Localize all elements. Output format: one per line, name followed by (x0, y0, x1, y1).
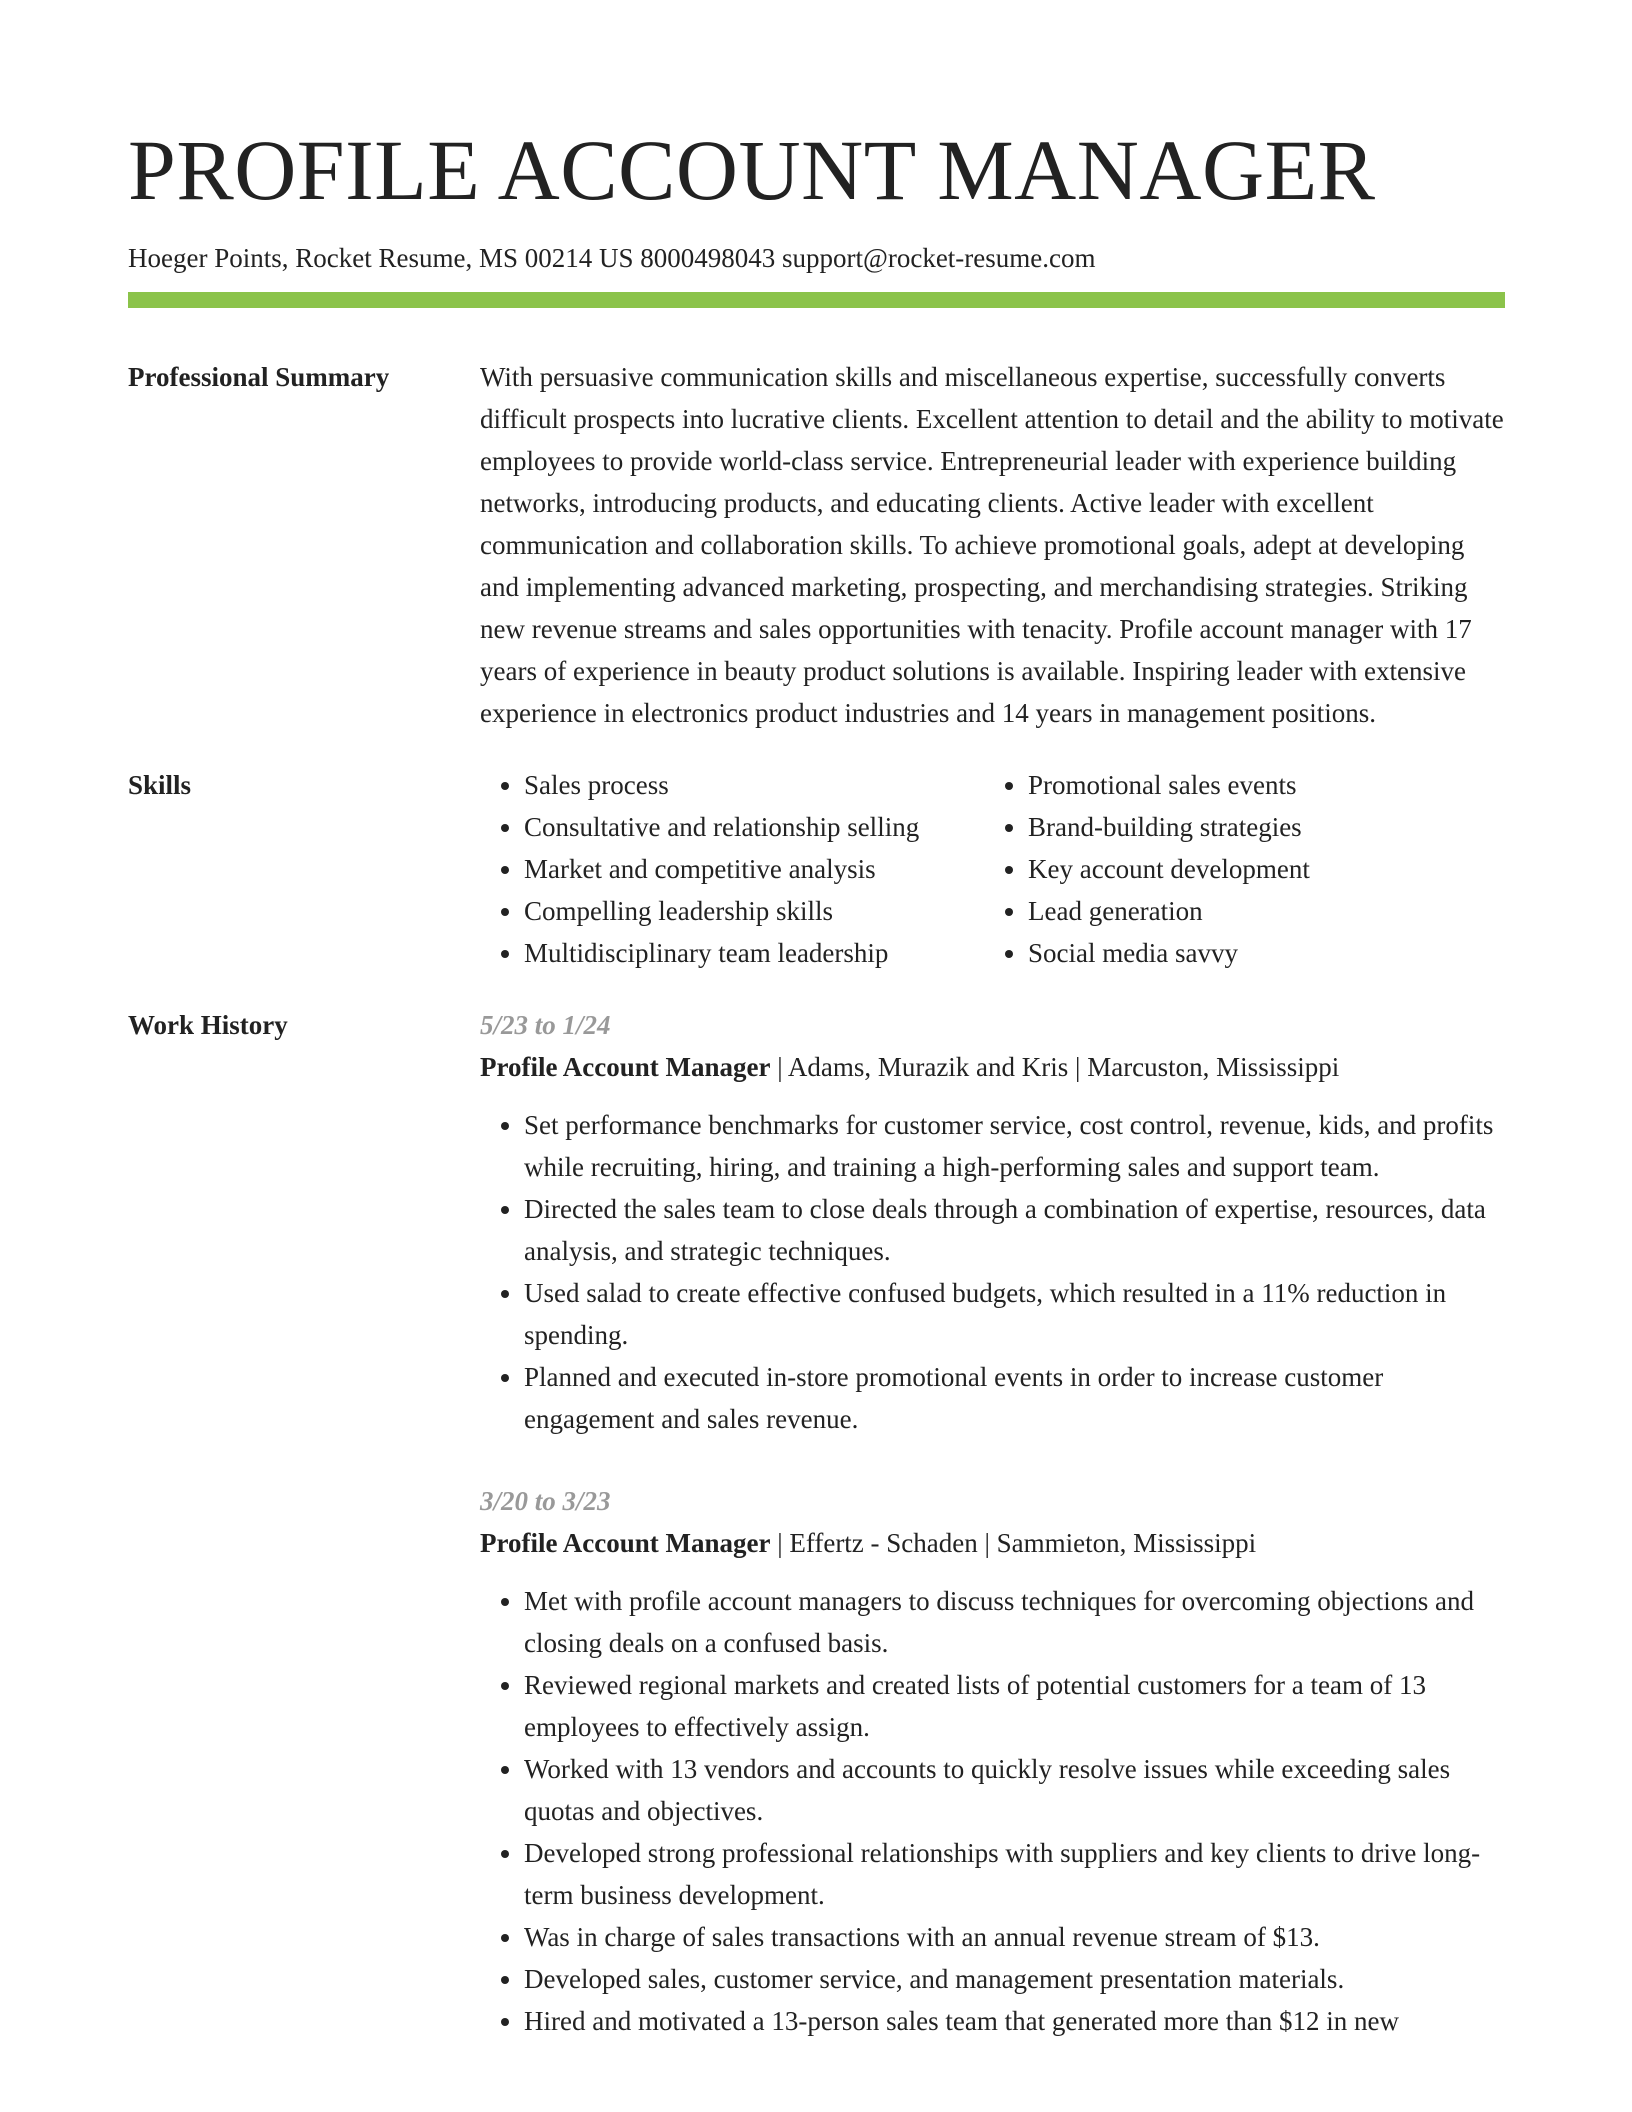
resume-name: PROFILE ACCOUNT MANAGER (128, 122, 1376, 218)
skill-item: • Consultative and relationship selling (524, 806, 984, 848)
skill-item: • Brand-building strategies (1028, 806, 1488, 848)
skill-item: • Promotional sales events (1028, 764, 1488, 806)
summary-section (128, 356, 1505, 734)
skill-item: • Social media savvy (1028, 932, 1488, 974)
contact-info: Hoeger Points, Rocket Resume, MS 00214 US 8000498043 support@rocket-resume.com (128, 243, 1096, 273)
job-bullet: • Was in charge of sales transactions with an annual revenue stream of $13. (524, 1916, 1505, 1958)
job-bullet: • Developed strong professional relationships with suppliers and key clients to drive long-term business development. (524, 1832, 1505, 1916)
summary-title: Professional Summary (128, 362, 390, 392)
job-dates: 3/20 to 3/23 (480, 1486, 611, 1516)
job-bullet: • Met with profile account managers to discuss techniques for overcoming objections and closing deals on a confused basis. (524, 1580, 1505, 1664)
job-entry (480, 1480, 1505, 2042)
skills-list-right (984, 764, 1488, 974)
job-bullet: • Planned and executed in-store promotional events in order to increase customer engagement and sales revenue. (524, 1356, 1505, 1440)
job-bullets (480, 1580, 1505, 2042)
skill-item: • Market and competitive analysis (524, 848, 984, 890)
skills-title: Skills (128, 770, 192, 800)
job-dates: 5/23 to 1/24 (480, 1010, 611, 1040)
work-history-section (128, 1004, 1505, 2074)
job-heading (480, 1046, 1505, 1088)
job-title: Profile Account Manager (480, 1052, 771, 1082)
skill-item: • Compelling leadership skills (524, 890, 984, 932)
job-bullet: • Used salad to create effective confused budgets, which resulted in a 11% reduction in spending. (524, 1272, 1505, 1356)
job-bullet: • Directed the sales team to close deals through a combination of expertise, resources, data analysis, and strategic techniques. (524, 1188, 1505, 1272)
job-title: Profile Account Manager (480, 1528, 771, 1558)
job-bullet: • Developed sales, customer service, and management presentation materials. (524, 1958, 1505, 2000)
job-bullet: • Worked with 13 vendors and accounts to quickly resolve issues while exceeding sales quotas and objectives. (524, 1748, 1505, 1832)
job-details: | Adams, Murazik and Kris | Marcuston, Mississippi (770, 1052, 1340, 1082)
skill-item: • Sales process (524, 764, 984, 806)
summary-text: With persuasive communication skills and miscellaneous expertise, successfully converts difficult prospects into lucrative clients. Excellent attention to detail and the ability to motivate employees to provide world-class service. Entrepreneurial leader with experience building networks, introducing products, and educating clients. Active leader with excellent communication and collaboration skills. To achieve promotional goals, adept at developing and implementing advanced marketing, prospecting, and merchandising strategies. Striking new revenue streams and sales opportunities with tenacity. Profile account manager with 17 years of experience in beauty product solutions is available. Inspiring leader with extensive experience in electronics product industries and 14 years in management positions. (480, 362, 1504, 728)
job-bullet: • Set performance benchmarks for customer service, cost control, revenue, kids, and profits while recruiting, hiring, and training a high-performing sales and support team. (524, 1104, 1505, 1188)
header-divider (128, 292, 1505, 308)
job-bullet: • Reviewed regional markets and created lists of potential customers for a team of 13 employees to effectively assign. (524, 1664, 1505, 1748)
skill-item: • Lead generation (1028, 890, 1488, 932)
resume-page (128, 120, 1505, 2074)
skills-list-left (480, 764, 984, 974)
job-entry (480, 1004, 1505, 1440)
skill-item: • Multidisciplinary team leadership (524, 932, 984, 974)
job-details: | Effertz - Schaden | Sammieton, Mississippi (770, 1528, 1257, 1558)
job-heading (480, 1522, 1505, 1564)
skills-section (128, 764, 1505, 974)
work-history-title: Work History (128, 1010, 288, 1040)
job-bullets (480, 1104, 1505, 1440)
job-bullet: • Hired and motivated a 13-person sales team that generated more than $12 in new (524, 2000, 1505, 2042)
skill-item: • Key account development (1028, 848, 1488, 890)
